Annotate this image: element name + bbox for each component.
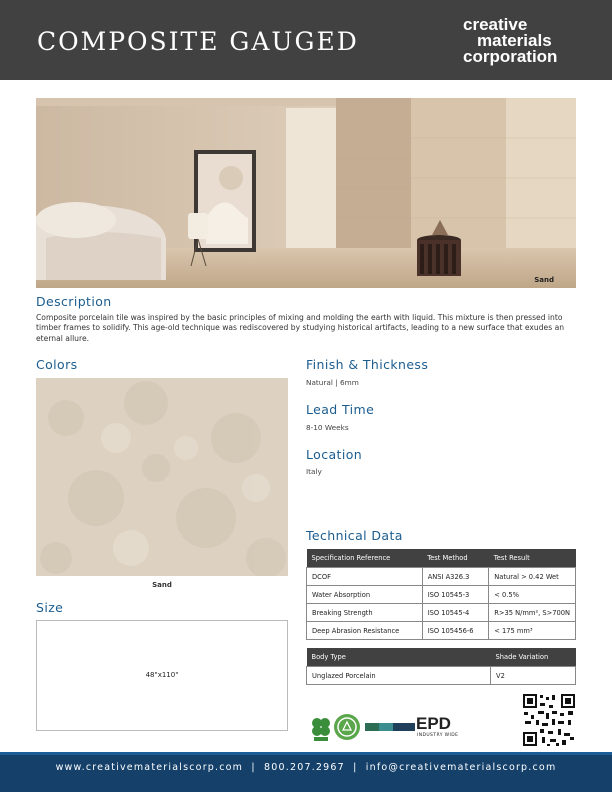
company-logo	[463, 17, 557, 65]
lead-time-heading: Lead Time	[306, 402, 375, 417]
footer-contact	[0, 762, 612, 773]
qr-code-icon[interactable]	[522, 693, 576, 751]
table-row	[307, 586, 576, 604]
epd-bars-icon	[365, 716, 415, 735]
recycle-seal-icon	[333, 713, 361, 745]
col-header-shade: Shade Variation	[491, 648, 576, 667]
cell-method: ISO 10545-4	[422, 604, 489, 622]
green-leaf-badge-icon	[310, 716, 332, 746]
footer-separator: |	[251, 762, 256, 773]
table-row	[307, 622, 576, 640]
table-header-row	[307, 549, 576, 568]
footer-phone[interactable]: 800.207.2967	[264, 762, 345, 773]
hero-room-image	[36, 98, 576, 288]
cell-spec: DCOF	[307, 568, 423, 586]
cell-result: Natural > 0.42 Wet	[489, 568, 576, 586]
hero-caption: Sand	[534, 276, 554, 284]
logo-line-2: materials	[477, 31, 552, 50]
col-header-spec: Specification Reference	[307, 549, 423, 568]
table-row	[307, 604, 576, 622]
table-row	[307, 568, 576, 586]
cell-body-type: Unglazed Porcelain	[307, 667, 491, 685]
product-title: COMPOSITE GAUGED	[37, 27, 359, 56]
footer-separator: |	[353, 762, 358, 773]
swatch-label: Sand	[152, 581, 172, 589]
cell-result: R>35 N/mm², S>700N	[489, 604, 576, 622]
location-heading: Location	[306, 447, 363, 462]
colors-heading: Colors	[36, 357, 78, 372]
cell-shade: V2	[491, 667, 576, 685]
table-row	[307, 667, 576, 685]
location-value: Italy	[306, 467, 322, 476]
cell-spec: Deep Abrasion Resistance	[307, 622, 423, 640]
cell-result: < 0.5%	[489, 586, 576, 604]
footer-website-link[interactable]: www.creativematerialscorp.com	[55, 762, 244, 773]
cell-method: ANSI A326.3	[422, 568, 489, 586]
cell-result: < 175 mm³	[489, 622, 576, 640]
room-scene-illustration	[36, 98, 576, 288]
size-heading: Size	[36, 600, 64, 615]
technical-heading: Technical Data	[306, 528, 403, 543]
logo-line-1: creative	[463, 15, 528, 34]
epd-badge-text: EPD	[416, 714, 451, 733]
footer-email-link[interactable]: info@creativematerialscorp.com	[365, 762, 557, 773]
epd-badge-subtext: INDUSTRY WIDE	[417, 733, 459, 738]
cell-method: ISO 10545-3	[422, 586, 489, 604]
col-header-body-type: Body Type	[307, 648, 491, 667]
logo-line-3: corporation	[463, 47, 558, 66]
cell-spec: Water Absorption	[307, 586, 423, 604]
cell-spec: Breaking Strength	[307, 604, 423, 622]
finish-heading: Finish & Thickness	[306, 357, 429, 372]
header-bar	[0, 0, 612, 80]
size-box	[36, 620, 288, 731]
swatch-texture	[36, 378, 288, 576]
body-type-table	[306, 648, 576, 685]
lead-time-value: 8-10 Weeks	[306, 423, 349, 432]
description-text: Composite porcelain tile was inspired by the basic principles of mixing and molding the earth with liquid. This mixture is then pressed into timber frames to solidify. This age-old technique was rediscovered by studying historical artifacts, leading to a new surface that exudes an eternal allure.	[36, 313, 565, 343]
col-header-result: Test Result	[489, 549, 576, 568]
description-heading: Description	[36, 294, 112, 309]
table-header-row	[307, 648, 576, 667]
sand-color-swatch	[36, 378, 288, 576]
technical-data-table	[306, 549, 576, 640]
footer-accent-line	[0, 752, 612, 755]
size-value: 48"x110"	[145, 671, 179, 679]
cell-method: ISO 105456-6	[422, 622, 489, 640]
finish-value: Natural | 6mm	[306, 378, 359, 387]
col-header-method: Test Method	[422, 549, 489, 568]
